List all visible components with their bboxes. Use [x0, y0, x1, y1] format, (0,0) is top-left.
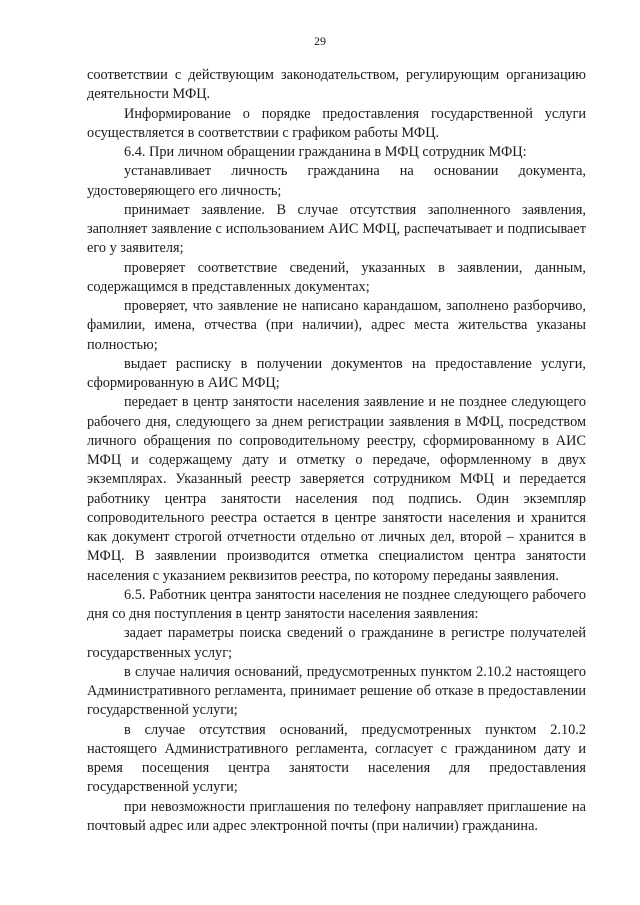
paragraph-invitation: при невозможности приглашения по телефону направляет приглашение на почтовый адрес или адрес электронной почты (при наличии) гражданина.	[87, 798, 586, 834]
paragraph-checks-pencil: проверяет, что заявление не написано карандашом, заполнено разборчиво, фамилии, имена, отчества (при наличии), адрес места жительства указаны полностью;	[87, 298, 586, 353]
paragraph-section-6-5: 6.5. Работник центра занятости населения не позднее следующего рабочего дня со дня поступления в центр занятости населения заявления:	[87, 586, 586, 622]
paragraph-receipt: выдает расписку в получении документов на предоставление услуги, сформированную в АИС МФЦ;	[87, 355, 586, 391]
paragraph-transfer: передает в центр занятости населения заявление и не позднее следующего рабочего дня, следующего за днем регистрации заявления в МФЦ, посредством личного обращения по сопроводительному реестру, сформированному в АИС МФЦ и содержащему дату и отметку о передаче, оформленному в двух экземплярах. Указанный реестр заверяется сотрудником МФЦ и передается работнику центра занятости населения под подпись. Один экземпляр сопроводительного реестра остается в центре занятости населения и хранится как документ строгой отчетности отдельно от личных дел, второй – хранится в МФЦ. В заявлении производится отметка специалистом центра занятости населения с указанием реквизитов реестра, по которому переданы заявления.	[87, 394, 586, 584]
paragraph-informing: Информирование о порядке предоставления государственной услуги осуществляется в соответствии с графиком работы МФЦ.	[87, 105, 586, 141]
paragraph-identity: устанавливает личность гражданина на основании документа, удостоверяющего его личность;	[87, 163, 586, 199]
paragraph-agree-date: в случае отсутствия оснований, предусмотренных пунктом 2.10.2 настоящего Административного регламента, согласует с гражданином дату и время посещения центра занятости населения для предоставления государственной услуги;	[87, 721, 586, 796]
paragraph-continuation: соответствии с действующим законодательством, регулирующим организацию деятельности МФЦ.	[87, 67, 586, 103]
paragraph-search-params: задает параметры поиска сведений о гражданине в регистре получателей государственных услуг;	[87, 625, 586, 661]
paragraph-section-6-4: 6.4. При личном обращении гражданина в МФЦ сотрудник МФЦ:	[124, 144, 527, 160]
paragraph-accepts-application: принимает заявление. В случае отсутствия заполненного заявления, заполняет заявление с использованием АИС МФЦ, распечатывает и подписывает его у заявителя;	[87, 201, 586, 257]
page-number: 29	[314, 34, 326, 48]
paragraph-checks-data: проверяет соответствие сведений, указанных в заявлении, данным, содержащимся в представленных документах;	[87, 259, 586, 295]
paragraph-refusal: в случае наличия оснований, предусмотренных пунктом 2.10.2 настоящего Административного регламента, принимает решение об отказе в предоставлении государственной услуги;	[87, 663, 586, 719]
body-text	[87, 66, 586, 836]
